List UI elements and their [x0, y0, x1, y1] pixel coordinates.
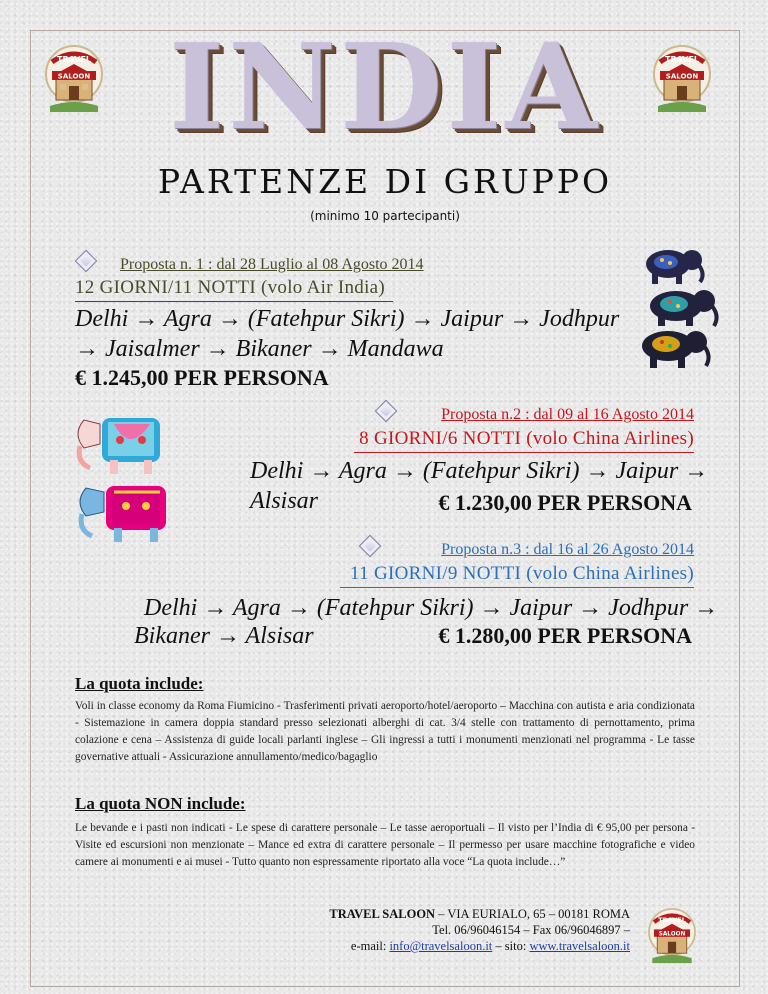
proposal-1-heading: Proposta n. 1 : dal 28 Luglio al 08 Agosto 2014 — [120, 256, 424, 273]
travel-saloon-logo-right — [650, 40, 714, 118]
email-link[interactable]: info@travelsaloon.it — [389, 939, 493, 953]
svg-text:TRAVEL: TRAVEL — [658, 916, 686, 925]
footer-address: – VIA EURIALO, 65 – 00181 ROMA — [435, 907, 630, 921]
excludes-title: La quota NON include: — [75, 794, 246, 813]
excludes-text: Le bevande e i pasti non indicati - Le spese di carattere personale – Le tasse aeroportuali – Il visto per l’India di € 95,00 per persona - Visite ed escursioni non menzionate – Mance ed extra di carattere personale – Il permesso per usare macchine fotografiche e video camere ai monumenti e ai musei - Tutto quanto non espressamente riportato alla voce “La quota include…” — [75, 822, 695, 868]
website-link[interactable]: www.travelsaloon.it — [529, 939, 630, 953]
proposal-2-days: 8 GIORNI/6 NOTTI (volo China Airlines) — [354, 428, 694, 453]
travel-saloon-logo-left — [42, 40, 106, 118]
svg-text:SALOON: SALOON — [665, 72, 699, 81]
proposal-1-price: € 1.245,00 PER PERSONA — [75, 365, 329, 390]
proposal-3-route-line1: Delhi → Agra → (Fatehpur Sikri) → Jaipur → Jodhpur → — [144, 595, 719, 621]
travel-saloon-logo-footer — [640, 904, 704, 968]
footer-company: TRAVEL SALOON — [329, 907, 436, 921]
logo-text-saloon: SALOON — [57, 72, 91, 81]
minimum-participants-note: (minimo 10 partecipanti) — [310, 209, 460, 223]
footer-phones: Tel. 06/96046154 – Fax 06/96046897 – — [432, 923, 630, 937]
elephants-illustration — [632, 246, 730, 372]
proposal-1-route-line1: Delhi → Agra → (Fatehpur Sikri) → Jaipur → Jodhpur — [75, 306, 620, 332]
footer-address-line — [280, 906, 630, 922]
proposal-2-price: € 1.230,00 PER PERSONA — [438, 490, 692, 515]
subtitle: PARTENZE DI GRUPPO — [157, 162, 613, 201]
main-title: INDIA — [168, 17, 602, 156]
proposal-1-route-line2: → Jaisalmer → Bikaner → Mandawa — [75, 336, 444, 362]
includes-text: Voli in classe economy da Roma Fiumicino - Trasferimenti privati aeroporto/hotel/aeroporto – Macchina con autista e aria condizionata - Sistemazione in camera doppia standard presso selezionati alberghi di cat. 3/4 stelle con trattamento di pernottamento, prima colazione e cena – Assistenza di guide locali parlanti inglese – Gli ingressi a tutti i monumenti menzionati nel programma - Le tasse governative attuali - Assicurazione annullamento/medico/bagaglio — [75, 700, 695, 763]
footer-contacts — [280, 906, 630, 954]
includes-title: La quota include: — [75, 674, 204, 693]
svg-text:SALOON: SALOON — [658, 931, 686, 938]
proposal-3-heading: Proposta n.3 : dal 16 al 26 Agosto 2014 — [441, 541, 694, 558]
proposal-3-days: 11 GIORNI/9 NOTTI (volo China Airlines) — [340, 563, 694, 588]
footer-web-line: e-mail: info@travelsaloon.it – sito: www.travelsaloon.it — [350, 939, 630, 953]
proposal-2-route-line2: Alsisar — [250, 488, 319, 514]
logo-text-travel: TRAVEL — [56, 55, 92, 64]
proposal-2-heading: Proposta n.2 : dal 09 al 16 Agosto 2014 — [441, 406, 694, 423]
svg-text:TRAVEL: TRAVEL — [664, 55, 700, 64]
proposal-3-price: € 1.280,00 PER PERSONA — [438, 623, 692, 648]
painted-elephants-illustration — [70, 410, 180, 550]
proposal-3-route-line2: Bikaner → Alsisar — [134, 623, 314, 649]
proposal-1-days: 12 GIORNI/11 NOTTI (volo Air India) — [75, 277, 393, 302]
proposal-2-route-line1: Delhi → Agra → (Fatehpur Sikri) → Jaipur → — [250, 458, 709, 484]
